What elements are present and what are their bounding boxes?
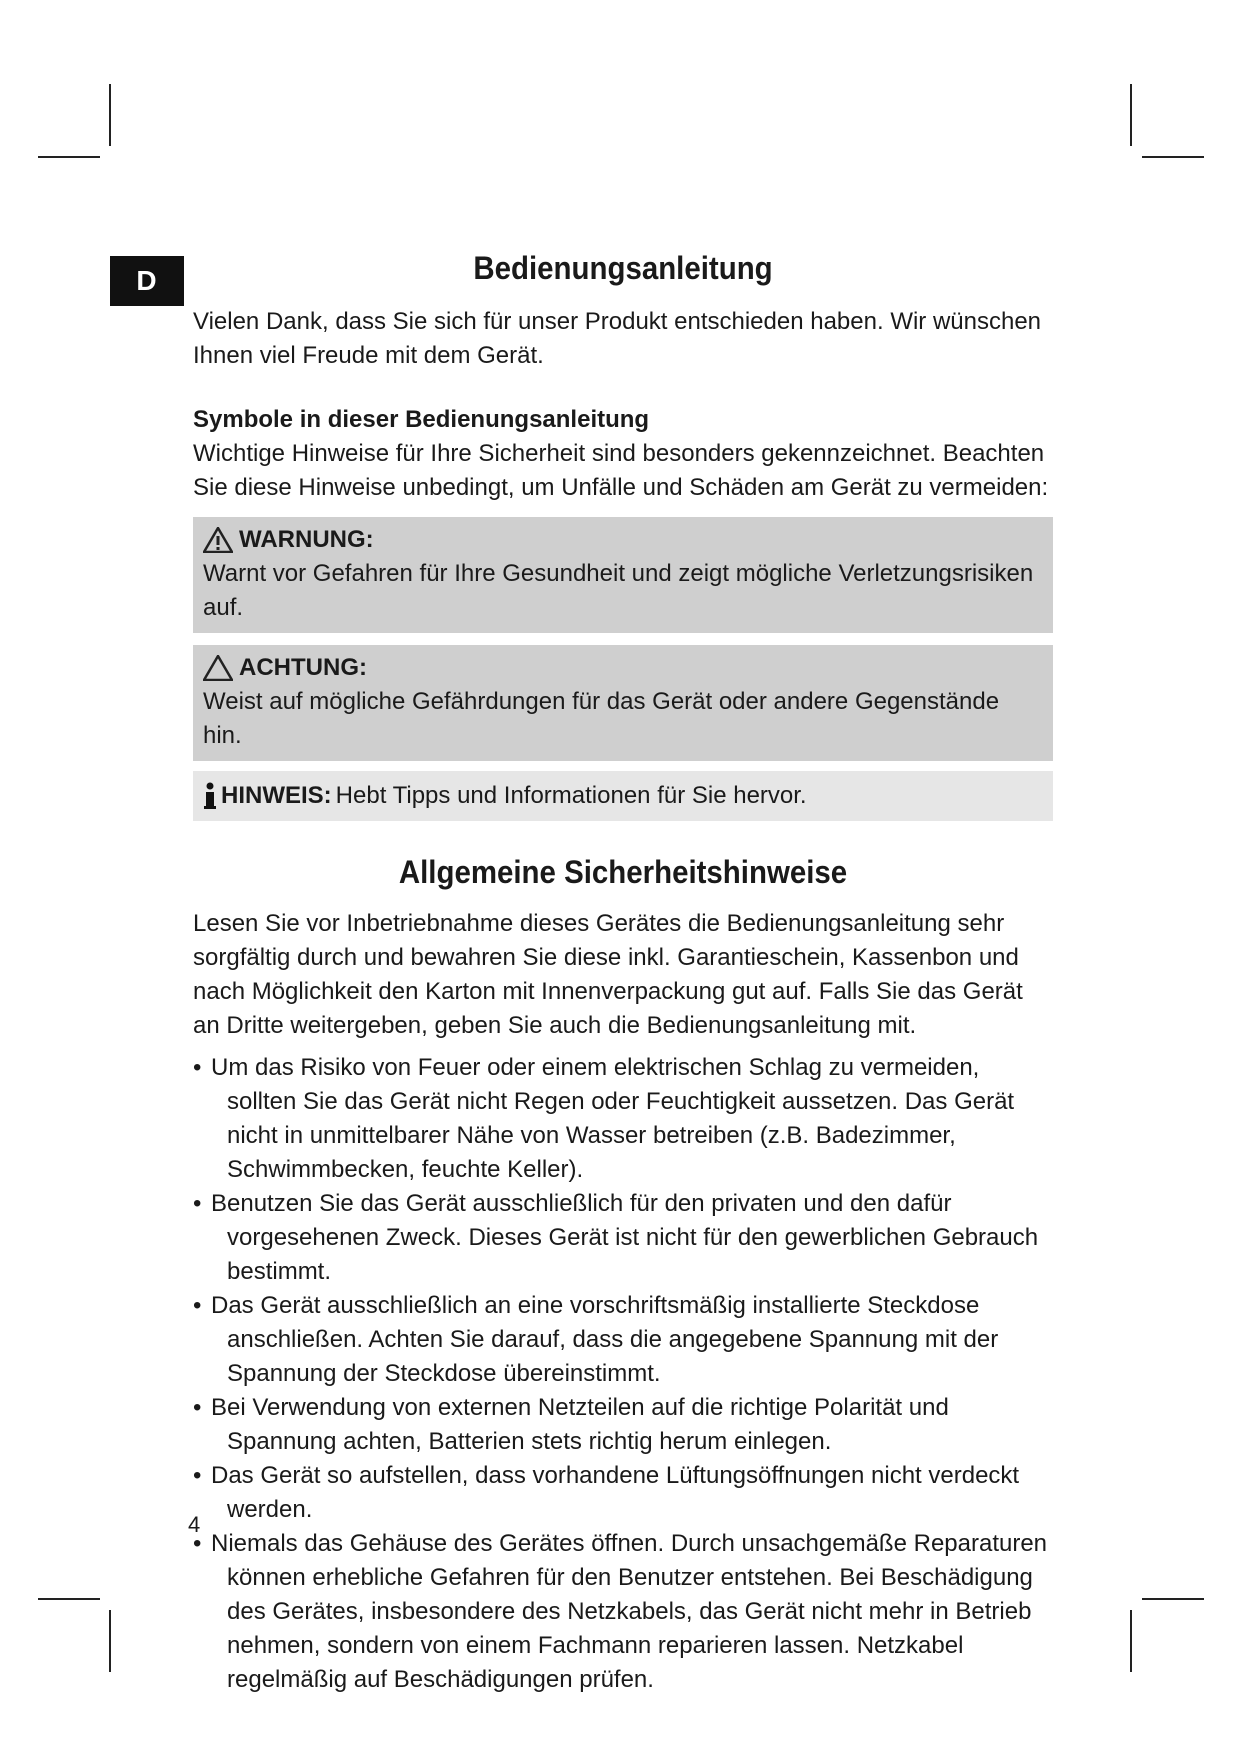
safety-heading: Allgemeine Sicherheitshinweise bbox=[398, 854, 848, 890]
symbols-text: Wichtige Hinweise für Ihre Sicherheit sind besonders gekennzeichnet. Beachten Sie diese Hinweise unbedingt, um Unfälle und Schäden am Gerät zu vermeiden: bbox=[193, 440, 1049, 501]
list-item: • Das Gerät so aufstellen, dass vorhandene Lüftungsöffnungen nicht verdeckt werden. bbox=[193, 1459, 1053, 1527]
page-title: Bedienungsanleitung bbox=[473, 250, 773, 286]
page-number: 4 bbox=[188, 1512, 201, 1537]
crop-mark bbox=[38, 156, 100, 158]
list-item: • Niemals das Gehäuse des Gerätes öffnen. Durch unsachgemäße Reparaturen können erhebliche Gefahren für den Benutzer entstehen. Bei Beschädigung des Gerätes, insbesondere des Netzkabels, das Gerät nicht mehr in Betrieb nehmen, sondern von einem Fachmann reparieren lassen. Netzkabel regelmäßig auf Beschädigungen prüfen. bbox=[193, 1527, 1053, 1697]
symbols-heading: Symbole in dieser Bedienungsanleitung bbox=[193, 406, 650, 433]
language-tab: D bbox=[110, 256, 184, 306]
safety-intro: Lesen Sie vor Inbetriebnahme dieses Gerätes die Bedienungsanleitung sehr sorgfältig durch und bewahren Sie diese inkl. Garantieschein, Kassenbon und nach Möglichkeit den Karton mit Innenverpackung gut auf. Falls Sie das Gerät an Dritte weitergeben, geben Sie auch die Bedienungsanleitung mit. bbox=[193, 910, 1023, 1039]
caution-label: ACHTUNG: bbox=[239, 654, 367, 681]
caution-text: Weist auf mögliche Gefährdungen für das Gerät oder andere Gegenstände hin. bbox=[203, 688, 1000, 749]
caution-label-row bbox=[203, 651, 1043, 685]
caution-box bbox=[193, 645, 1053, 761]
warning-box bbox=[193, 517, 1053, 633]
crop-mark bbox=[1130, 84, 1132, 146]
crop-mark bbox=[1142, 156, 1204, 158]
list-item: • Um das Risiko von Feuer oder einem elektrischen Schlag zu vermeiden, sollten Sie das Gerät nicht Regen oder Feuchtigkeit aussetzen. Das Gerät nicht in unmittelbarer Nähe von Wasser betreiben (z.B. Badezimmer, Schwimmbecken, feuchte Keller). bbox=[193, 1051, 1053, 1187]
warning-triangle-outline-icon bbox=[203, 655, 233, 681]
document-body bbox=[193, 305, 1053, 1697]
warning-label-row bbox=[203, 523, 1043, 557]
crop-mark bbox=[109, 1610, 111, 1672]
list-item: • Benutzen Sie das Gerät ausschließlich für den privaten und den dafür vorgesehenen Zweck. Dieses Gerät ist nicht für den gewerblichen Gebrauch bestimmt. bbox=[193, 1187, 1053, 1289]
crop-mark bbox=[1142, 1598, 1204, 1600]
warning-text: Warnt vor Gefahren für Ihre Gesundheit und zeigt mögliche Verletzungsrisiken auf. bbox=[203, 560, 1034, 621]
info-icon bbox=[203, 782, 217, 810]
crop-mark bbox=[1130, 1610, 1132, 1672]
list-item: • Bei Verwendung von externen Netzteilen auf die richtige Polarität und Spannung achten, Batterien stets richtig herum einlegen. bbox=[193, 1391, 1053, 1459]
safety-list bbox=[193, 1051, 1053, 1697]
crop-mark bbox=[109, 84, 111, 146]
hint-box bbox=[193, 771, 1053, 821]
list-item: • Das Gerät ausschließlich an eine vorschriftsmäßig installierte Steckdose anschließen. Achten Sie darauf, dass die angegebene Spannung mit der Spannung der Steckdose übereinstimmt. bbox=[193, 1289, 1053, 1391]
warning-label: WARNUNG: bbox=[239, 526, 374, 553]
warning-triangle-filled-icon bbox=[203, 527, 233, 553]
hint-label: HINWEIS: bbox=[221, 782, 332, 809]
crop-mark bbox=[38, 1598, 100, 1600]
hint-text: Hebt Tipps und Informationen für Sie hervor. bbox=[335, 782, 807, 809]
intro-text: Vielen Dank, dass Sie sich für unser Produkt entschieden haben. Wir wünschen Ihnen viel Freude mit dem Gerät. bbox=[193, 308, 1042, 369]
